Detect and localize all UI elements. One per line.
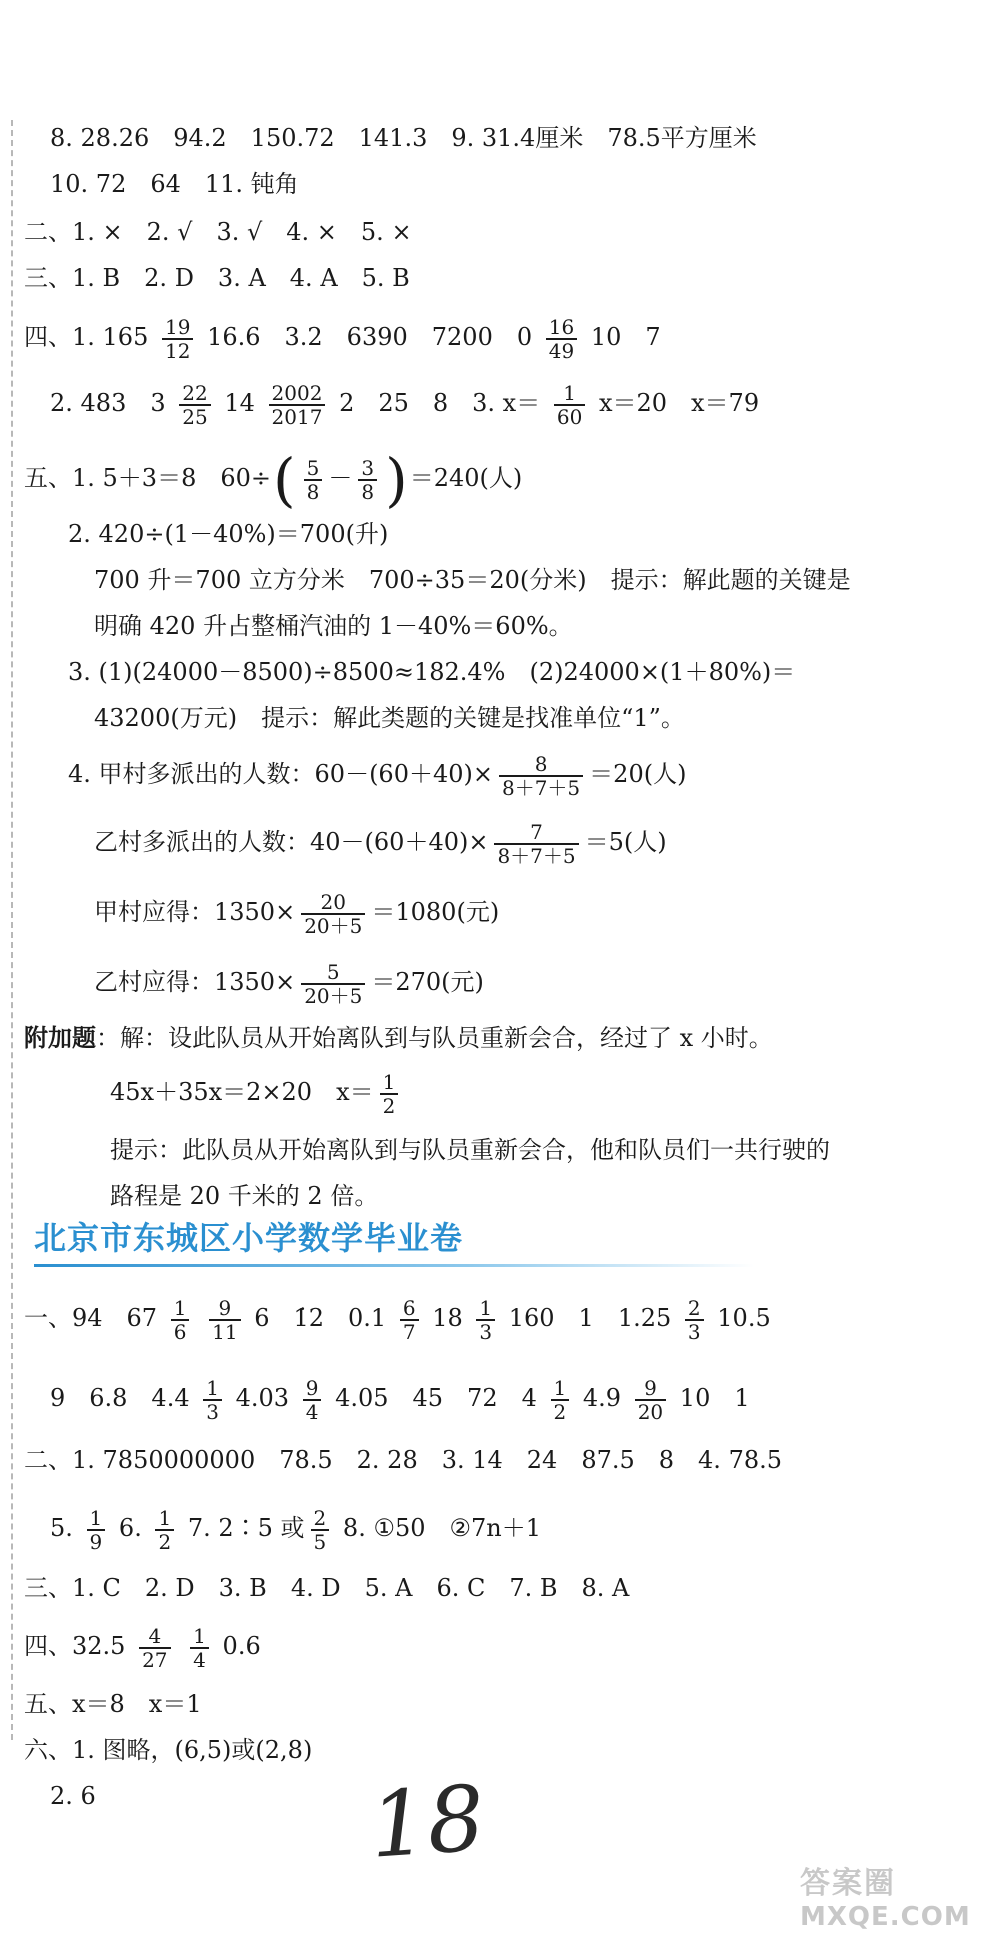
problem-4-line-4: 乙村应得：1350× $\frac{5}{20+5}$ ＝270(元) bbox=[94, 959, 484, 1008]
fraction: $\frac{5}{8}$ bbox=[304, 457, 323, 503]
fraction: $\frac{1}{2}$ bbox=[155, 1507, 174, 1553]
fraction: $\frac{1}{3}$ bbox=[203, 1377, 222, 1423]
problem-4-line-3: 甲村应得：1350× $\frac{20}{20+5}$ ＝1080(元) bbox=[94, 889, 500, 938]
section-4-line-1: 四、1. 165 $\frac{19}{12}$ 16.6 3.2 6390 7200 0 $\frac{16}{49}$ 10 7 bbox=[24, 314, 661, 363]
bonus-equation: 45x＋35x＝2×20 x＝ $\frac{1}{2}$ bbox=[110, 1064, 404, 1120]
section-2-answers: 二、1. × 2. √ 3. √ 4. × 5. × bbox=[24, 218, 412, 246]
section-title-underline bbox=[34, 1264, 754, 1267]
watermark-url: MXQE.COM bbox=[800, 1902, 971, 1932]
problem-2-hint-1: 700 升＝700 立方分米 700÷35＝20(分米) 提示：解此题的关键是 bbox=[94, 566, 851, 594]
fraction: $\frac{8}{8+7+5}$ bbox=[499, 753, 583, 799]
section-4-line-2: 2. 483 3 $\frac{22}{25}$ 14 $\frac{2002}{2017}$ 2 25 8 3. x＝ $\frac{1}{60}$ x＝20 x＝79 bbox=[50, 380, 760, 429]
section-title: 北京市东城区小学数学毕业卷 bbox=[34, 1219, 464, 1257]
exam2-section-1-line-1: 一、94 67 $\frac{1}{6}$ $\frac{9}{11}$ 6 1̇2 0.1 $\frac{6}{7}$ 18 $\frac{1}{3}$ 160 1 1.25 $\frac{2}{3}$ 10.5 bbox=[24, 1295, 771, 1344]
problem-2-hint-2: 明确 420 升占整桶汽油的 1－40%＝60%。 bbox=[94, 612, 573, 640]
binding-margin-dashes bbox=[11, 120, 13, 1740]
exam2-section-2-line-2: 5. $\frac{1}{9}$ 6. $\frac{1}{2}$ 7. 2∶5 或 $\frac{2}{5}$ 8. ①50 ②7n＋1 bbox=[50, 1505, 542, 1554]
fraction: $\frac{1}{2}$ bbox=[551, 1377, 570, 1423]
fraction: $\frac{22}{25}$ bbox=[179, 382, 210, 428]
fraction: $\frac{2002}{2017}$ bbox=[269, 382, 326, 428]
problem-4-line-2: 乙村多派出的人数：40－(60＋40)× $\frac{7}{8+7+5}$ ＝5(人) bbox=[94, 819, 667, 868]
fraction: $\frac{7}{8+7+5}$ bbox=[494, 821, 578, 867]
bonus-question: 附加题：解：设此队员从开始离队到与队员重新会合，经过了 x 小时。 bbox=[24, 1023, 773, 1052]
bonus-label: 附加题 bbox=[24, 1023, 96, 1052]
exam2-section-6-line-1: 六、1. 图略，(6,5)或(2,8) bbox=[24, 1736, 313, 1764]
fraction: $\frac{3}{8}$ bbox=[358, 457, 377, 503]
problem-3-hint: 43200(万元) 提示：解此类题的关键是找准单位“1”。 bbox=[94, 704, 685, 732]
fraction: $\frac{4}{27}$ bbox=[139, 1625, 170, 1671]
bonus-hint-1: 提示：此队员从开始离队到与队员重新会合，他和队员们一共行驶的 bbox=[110, 1136, 830, 1164]
fraction: $\frac{20}{20+5}$ bbox=[301, 891, 365, 937]
fraction: $\frac{2}{3}$ bbox=[685, 1297, 704, 1343]
exam2-section-2-line-1: 二、1. 7850000000 78.5 2. 28 3. 14 24 87.5 8 4. 78.5 bbox=[24, 1446, 783, 1474]
section-3-answers: 三、1. B 2. D 3. A 4. A 5. B bbox=[24, 264, 410, 292]
fraction: $\frac{1}{2}$ bbox=[380, 1071, 399, 1117]
answer-line-10-11: 10. 72 64 11. 钝角 bbox=[50, 170, 299, 198]
exam2-section-5: 五、x＝8 x＝1 bbox=[24, 1690, 202, 1718]
exam2-section-3: 三、1. C 2. D 3. B 4. D 5. A 6. C 7. B 8. A bbox=[24, 1574, 630, 1602]
fraction: $\frac{9}{20}$ bbox=[635, 1377, 666, 1423]
exam2-section-6-line-2: 2. 6 bbox=[50, 1782, 96, 1810]
watermark-logo-text: 答案圈 bbox=[800, 1866, 896, 1901]
exam2-section-1-line-2: 9 6.8 4.4 $\frac{1}{3}$ 4.03 $\frac{9}{4}$ 4.05 45 72 4 $\frac{1}{2}$ 4.9 $\frac{9}{20}$ 10 1 bbox=[50, 1375, 750, 1424]
fraction: $\frac{1}{4}$ bbox=[190, 1625, 209, 1671]
answer-line-8-9: 8. 28.26 94.2 150.72 141.3 9. 31.4厘米 78.5平方厘米 bbox=[50, 124, 757, 152]
bonus-hint-2: 路程是 20 千米的 2 倍。 bbox=[110, 1182, 379, 1210]
fraction: $\frac{9}{11}$ bbox=[209, 1297, 240, 1343]
fraction: $\frac{16}{49}$ bbox=[546, 316, 577, 362]
problem-2-equation: 2. 420÷(1－40%)＝700(升) bbox=[68, 520, 389, 548]
fraction: $\frac{1}{60}$ bbox=[554, 382, 585, 428]
site-watermark bbox=[800, 1858, 990, 1938]
exam2-section-4: 四、32.5 $\frac{4}{27}$ $\frac{1}{4}$ 0.6 bbox=[24, 1623, 261, 1672]
fraction: $\frac{1}{6}$ bbox=[171, 1297, 190, 1343]
fraction: $\frac{1}{3}$ bbox=[476, 1297, 495, 1343]
section-5-line-1: 五、1. 5＋3＝8 60÷( $\frac{5}{8}$ － $\frac{3}{8}$ )＝240(人) bbox=[24, 445, 523, 514]
fraction: $\frac{19}{12}$ bbox=[162, 316, 193, 362]
fraction: $\frac{6}{7}$ bbox=[400, 1297, 419, 1343]
fraction: $\frac{5}{20+5}$ bbox=[301, 961, 365, 1007]
fraction: $\frac{1}{9}$ bbox=[87, 1507, 106, 1553]
fraction: $\frac{9}{4}$ bbox=[303, 1377, 322, 1423]
problem-3-equation: 3. (1)(24000－8500)÷8500≈182.4% (2)24000×(1＋80%)＝ bbox=[68, 658, 796, 686]
handwritten-page-number: 18 bbox=[366, 1766, 489, 1879]
problem-4-line-1: 4. 甲村多派出的人数：60－(60＋40)× $\frac{8}{8+7+5}$ ＝20(人) bbox=[68, 751, 687, 800]
fraction: $\frac{2}{5}$ bbox=[311, 1507, 330, 1553]
